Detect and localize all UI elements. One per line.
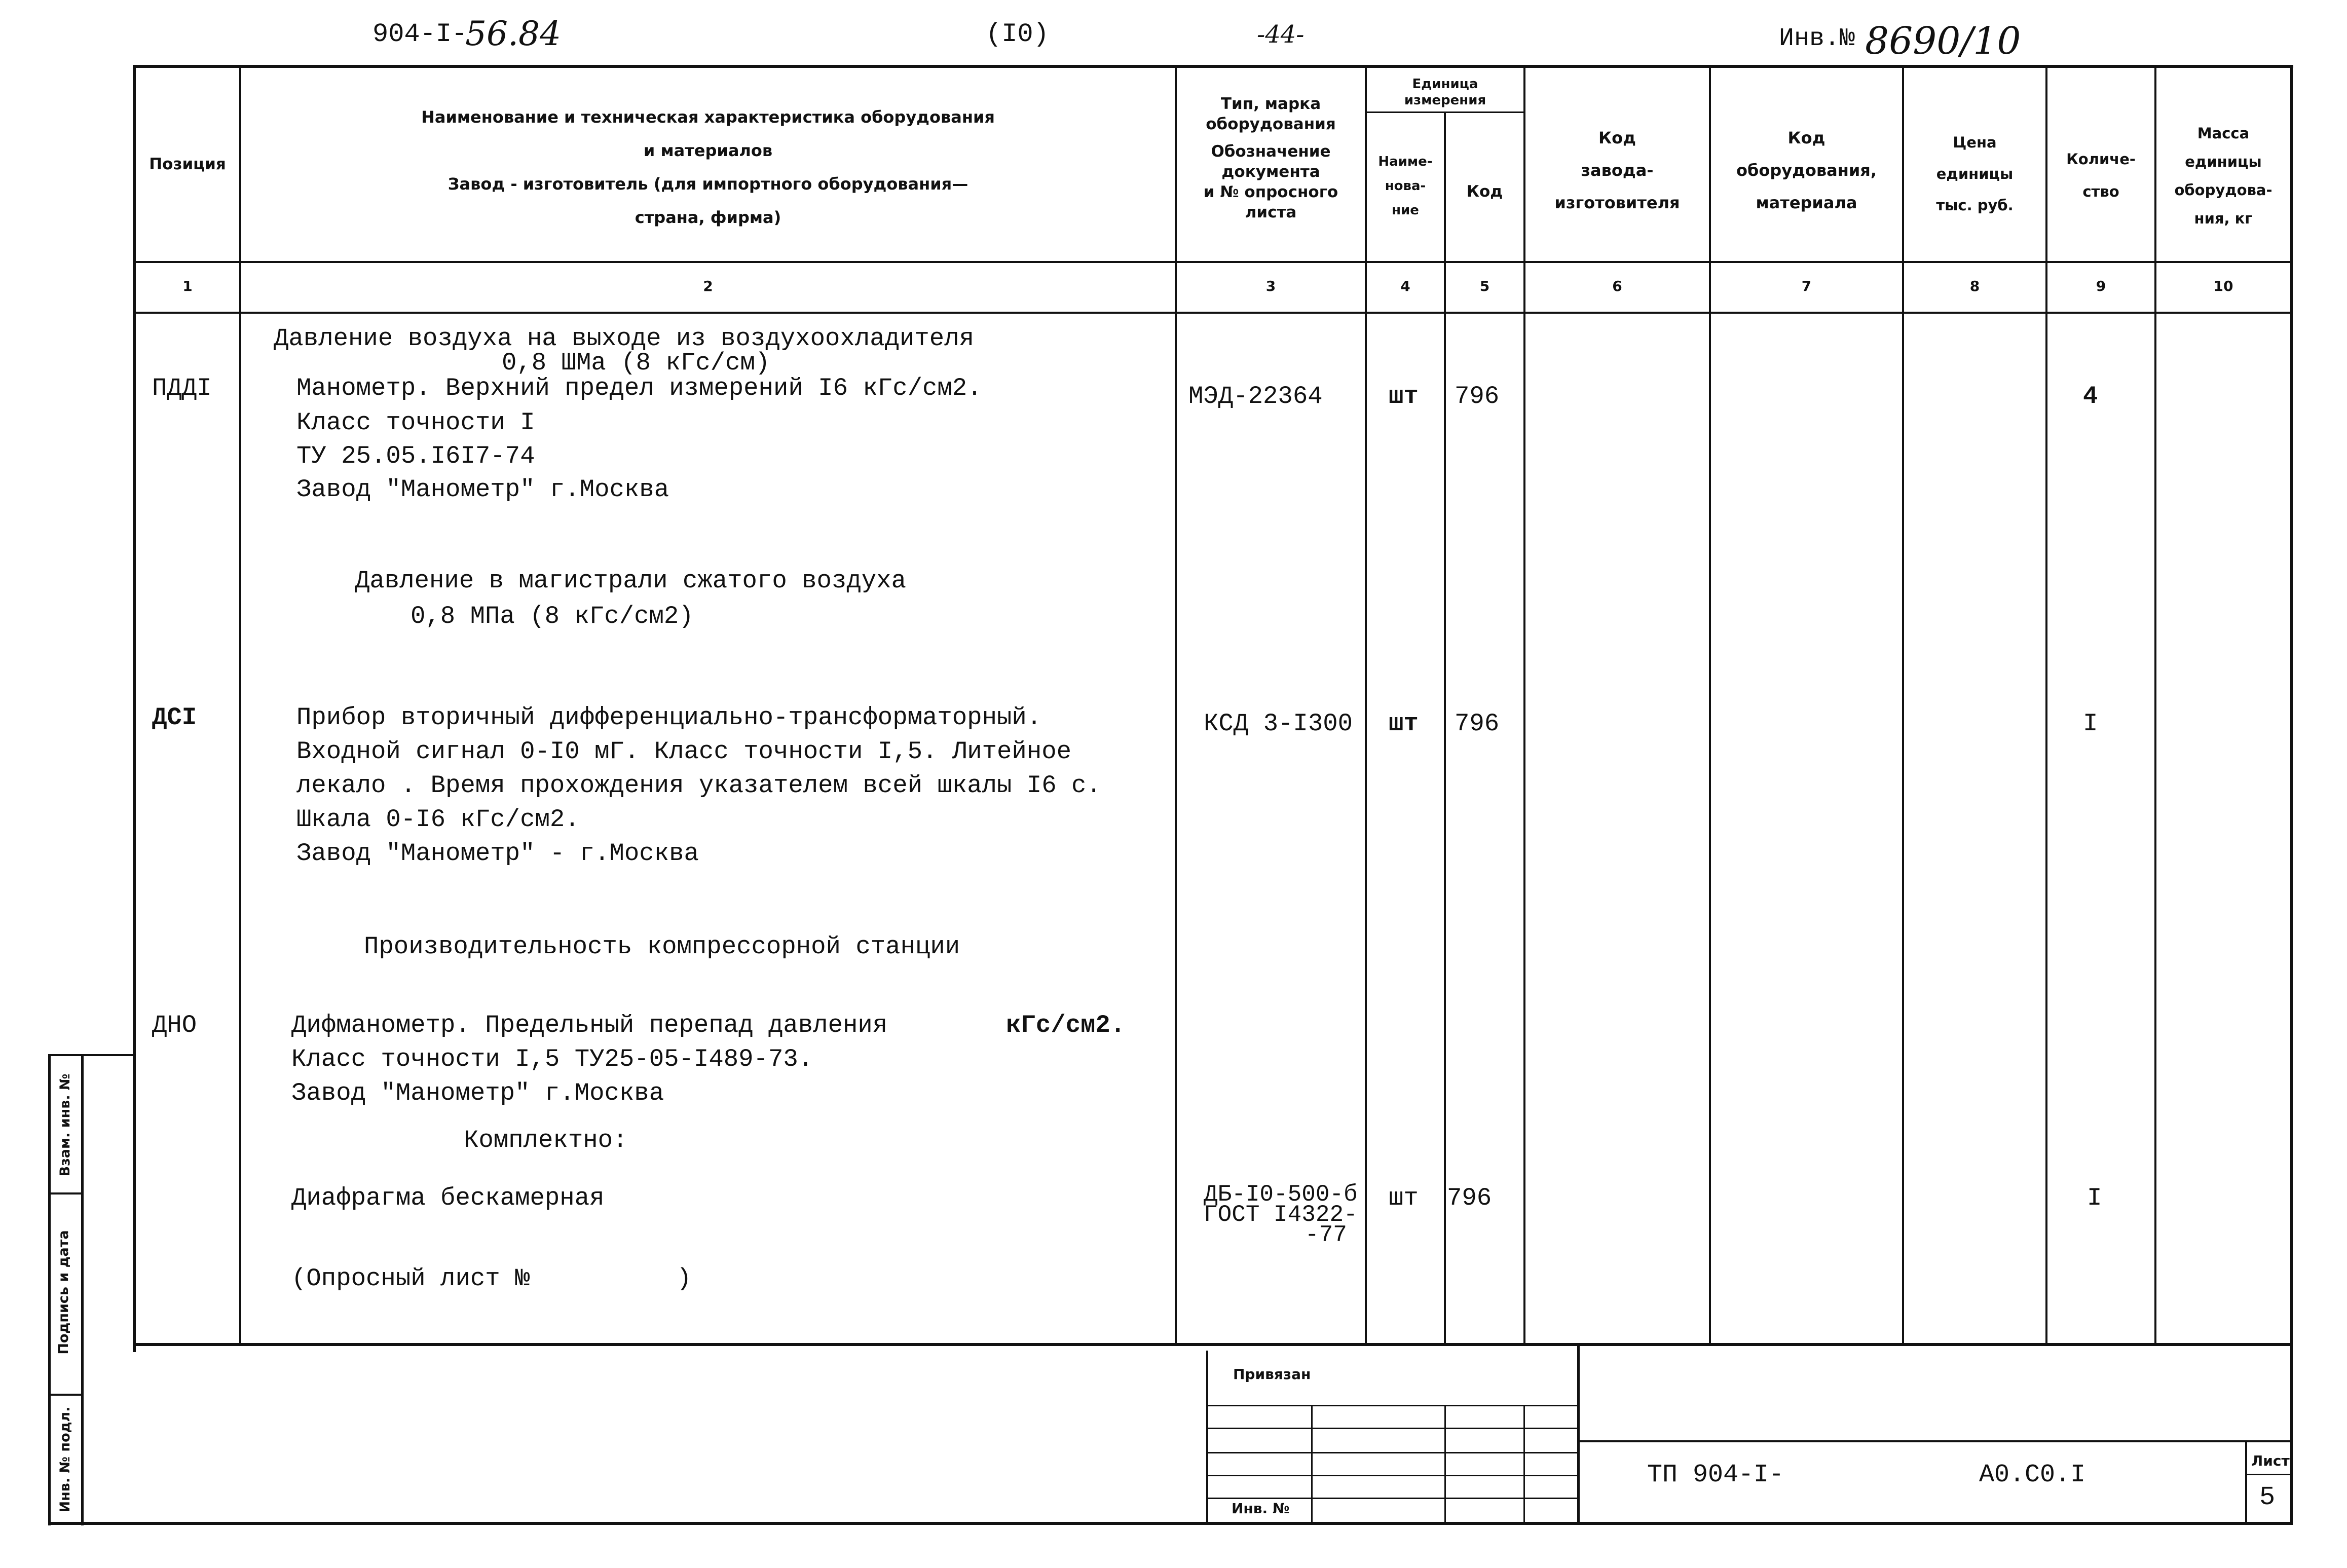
row2-line1: Прибор вторичный дифференциально-трансформаторный. [296, 703, 1042, 732]
row3-line6: (Опросный лист № [291, 1264, 530, 1293]
row3-line1-unit: кГс/см2. [1006, 1011, 1126, 1039]
frame-top-line [134, 65, 2293, 68]
row1-quantity: 4 [2083, 382, 2098, 410]
header-factory-code: Код завода- изготовителя [1554, 128, 1680, 212]
row2-line4: Шкала 0-I6 кГс/см2. [296, 805, 580, 834]
header-mass: Масса единицы оборудова- ния, кг [2174, 125, 2273, 227]
col-number-8: 8 [1969, 278, 1980, 294]
side-block-outer-line [48, 1054, 51, 1525]
row3-line6-end: ) [677, 1264, 692, 1293]
header-name: Наименование и техническая характеристика оборудования и материалов Завод - изготовитель (для импортного оборудования— страна, фирма) [421, 107, 995, 227]
header-unit-code: Код [1466, 182, 1503, 201]
col-number-1: 1 [182, 278, 193, 294]
page-paren-number: (I0) [986, 19, 1049, 49]
section-subtitle-1: 0,8 ШМа (8 кГс/см) [502, 349, 770, 377]
col-number-6: 6 [1612, 278, 1622, 294]
col-number-3: 3 [1265, 278, 1276, 294]
frame-right-line [2290, 65, 2293, 1524]
row2-unit: шт [1389, 710, 1419, 738]
row1-line2: Класс точности I [296, 408, 535, 437]
side-vzam-inv: Взам. инв. № [57, 1073, 73, 1177]
row1-line1: Манометр. Верхний предел измерений I6 кГс/см2. [296, 374, 982, 402]
row2-quantity: I [2083, 710, 2098, 738]
section-title-3: Производительность компрессорной станции [364, 932, 960, 961]
side-block-inner-line [81, 1054, 84, 1525]
header-quantity: Количе- ство [2066, 151, 2136, 200]
row3-unit-code: 796 [1447, 1184, 1492, 1212]
row1-type: МЭД-22364 [1188, 382, 1323, 410]
row1-unit: шт [1389, 382, 1419, 410]
side-inv-podl: Инв. № подл. [57, 1406, 73, 1513]
frame-bottom-line [51, 1522, 2293, 1525]
row1-line3: ТУ 25.05.I6I7-74 [296, 442, 535, 470]
row3-line3: Завод "Манометр" г.Москва [291, 1079, 664, 1107]
row2-position: ДСI [152, 703, 197, 732]
col-number-5: 5 [1479, 278, 1490, 294]
section-title-2: Давление в магистрали сжатого воздуха [355, 567, 906, 595]
table-bottom-line [136, 1343, 2292, 1346]
doc-number-prefix: 904-I- [372, 19, 468, 49]
row3-line1: Дифманометр. Предельный перепад давления [291, 1011, 888, 1039]
header-type: Тип, марка оборудования Обозначение документа и № опросного листа [1203, 95, 1338, 221]
header-equipment-code: Код оборудования, материала [1736, 128, 1877, 212]
row2-unit-code: 796 [1455, 710, 1500, 738]
header-unit-name: Наиме- нова- ние [1378, 154, 1433, 218]
row3-quantity: I [2087, 1184, 2102, 1212]
numbers-divider-line [136, 312, 2292, 314]
inventory-label: Инв.№ [1779, 24, 1855, 53]
header-divider-line [136, 261, 2292, 263]
row1-unit-code: 796 [1455, 382, 1500, 410]
inventory-number-handwritten: 8690/10 [1865, 19, 2021, 63]
row3-line2: Класс точности I,5 ТУ25-05-I489-73. [291, 1045, 813, 1073]
header-price: Цена единицы тыс. руб. [1936, 134, 2014, 214]
footer-sheet-number: 5 [2259, 1482, 2276, 1512]
section-subtitle-2: 0,8 МПа (8 кГс/см2) [411, 602, 694, 630]
row3-type: ДБ-I0-500-б ГОСТ I4322- -77 [1204, 1181, 1358, 1248]
row3-line5: Диафрагма бескамерная [291, 1184, 605, 1212]
col-number-9: 9 [2096, 278, 2106, 294]
col-number-2: 2 [703, 278, 713, 294]
footer-inv-no: Инв. № [1232, 1500, 1290, 1517]
row2-line5: Завод "Манометр" - г.Москва [296, 839, 699, 868]
frame-left-line [133, 65, 136, 1352]
row2-line2: Входной сигнал 0-I0 мГ. Класс точности I,5. Литейное [296, 737, 1072, 766]
footer-sheet-label: Лист [2251, 1452, 2290, 1469]
doc-number-handwritten: 56.84 [465, 14, 561, 53]
row2-line3: лекало . Время прохождения указателем всей шкалы I6 с. [296, 771, 1101, 800]
header-position: Позиция [149, 155, 226, 173]
col-number-7: 7 [1801, 278, 1812, 294]
section-title-1: Давление воздуха на выходе из воздухоохладителя [274, 324, 975, 353]
page-handwritten: -44- [1257, 20, 1305, 49]
row2-type: КСД 3-I300 [1204, 710, 1353, 738]
col-number-4: 4 [1400, 278, 1410, 294]
footer-privyazan: Привязан [1233, 1366, 1311, 1383]
header-unit: Единица измерения [1404, 77, 1486, 108]
side-signature-date: Подпись и дата [56, 1230, 71, 1355]
row3-line4: Комплектно: [464, 1126, 628, 1154]
row3-unit: шт [1389, 1184, 1419, 1212]
row1-line4: Завод "Манометр" г.Москва [296, 475, 669, 504]
row3-position: ДНО [152, 1011, 197, 1039]
footer-doc-code: А0.С0.I [1979, 1461, 2086, 1489]
row1-position: ПДДI [152, 374, 212, 402]
footer-tp-code: ТП 904-I- [1647, 1461, 1784, 1489]
col-number-10: 10 [2213, 278, 2233, 294]
